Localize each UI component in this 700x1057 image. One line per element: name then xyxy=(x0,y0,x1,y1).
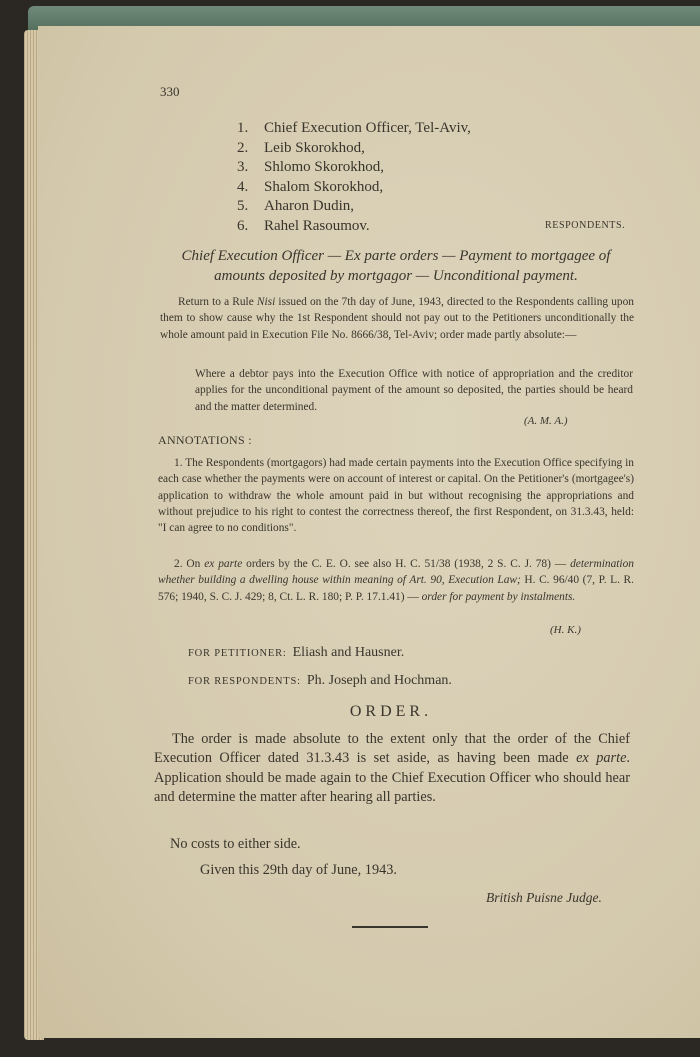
party-number: 4. xyxy=(237,178,249,195)
party-number: 6. xyxy=(237,217,249,234)
counsel-respondents-label: FOR RESPONDENTS: xyxy=(188,676,301,687)
party-number: 2. xyxy=(237,139,249,156)
ann2-d: determination whether building a dwelling house within meaning of Art. 90, Execution Law; xyxy=(158,558,634,587)
respondents-label: RESPONDENTS. xyxy=(545,220,626,231)
ann2-f: order for payment by instalments. xyxy=(421,590,576,603)
order-title: ORDER. xyxy=(349,703,433,720)
counsel-respondents xyxy=(188,673,452,689)
ann2-e: H. C. 96/40 (7, P. L. R. 576; 1940, S. C. J. 429; 8, Ct. L. R. 180; P. P. 17.1.41) — xyxy=(158,574,634,603)
judge-signature: British Puisne Judge. xyxy=(486,890,602,905)
ann2-a: 2. On xyxy=(174,558,205,570)
para1-text-b: issued on the 7th day of June, 1943, directed to the Respondents calling upon them to show cause why the 1st Respondent should not pay out to the Petitioners unconditionally the whole amount paid in Execution File No. 8666/38, Tel-Aviv; order made partly absolute:— xyxy=(160,296,634,341)
end-rule xyxy=(352,926,428,928)
party-name: Aharon Dudin, xyxy=(264,198,354,215)
order-text-a: The order is made absolute to the extent only that the order of the Chief Execution Officer dated 31.3.43 is set aside, as having been made xyxy=(154,731,630,767)
counsel-petitioner-label: FOR PETITIONER: xyxy=(188,648,287,659)
party-item xyxy=(237,119,637,139)
annotation-2 xyxy=(158,556,634,605)
party-name: Shlomo Skorokhod, xyxy=(264,159,385,176)
party-number: 1. xyxy=(237,120,249,136)
headnote: Chief Execution Officer — Ex parte orders — Payment to mortgagee of amounts deposited by mortgagor — Unconditional payment. xyxy=(181,248,611,284)
party-item xyxy=(237,197,637,217)
para1-text-a: Return to a Rule xyxy=(178,296,257,308)
counsel-petitioner xyxy=(188,645,404,661)
ann2-c: orders by the C. E. O. see also H. C. 51/38 (1938, 2 S. C. J. 78) — xyxy=(242,558,571,570)
party-item xyxy=(237,178,637,198)
parties-list xyxy=(237,119,637,237)
para1-nisi: Nisi xyxy=(256,296,276,308)
party-name: Leib Skorokhod, xyxy=(264,139,365,156)
party-number: 3. xyxy=(237,159,249,176)
costs-line: No costs to either side. xyxy=(170,836,301,852)
page-number: 330 xyxy=(160,84,180,99)
annotation-1: 1. The Respondents (mortgagors) had made certain payments into the Execution Office specifying in each case whether the payments were on account of interest or capital. On the Petitioner's (mortgagee's) application to withdraw the whole amount paid in but without recognising the appropriations and without prejudice to his right to contest the correctness thereof, the first Respondent, on 31.3.43, held: "I can agree to no conditions". xyxy=(158,457,634,535)
party-name: Rahel Rasoumov. xyxy=(264,217,370,234)
initials-ama: (A. M. A.) xyxy=(524,415,568,427)
ann2-b: ex parte xyxy=(204,558,243,570)
party-item xyxy=(237,158,637,178)
party-item xyxy=(237,139,637,159)
order-text xyxy=(154,730,630,807)
party-number: 5. xyxy=(237,198,249,215)
given-line: Given this 29th day of June, 1943. xyxy=(200,862,397,878)
initials-hk: (H. K.) xyxy=(550,624,581,636)
order-text-b: ex parte xyxy=(576,750,627,767)
annotations-heading: ANNOTATIONS : xyxy=(158,433,252,447)
rule-nisi-paragraph xyxy=(160,294,634,343)
held-paragraph: Where a debtor pays into the Execution Office with notice of appropriation and the creditor applies for the unconditional payment of the amount so deposited, the parties should be heard and the matter determined. xyxy=(195,368,633,413)
counsel-respondents-name: Ph. Joseph and Hochman. xyxy=(306,673,452,688)
counsel-petitioner-name: Eliash and Hausner. xyxy=(292,645,405,660)
party-name: Shalom Skorokhod, xyxy=(264,178,384,195)
party-name: Chief Execution Officer, Tel-Aviv, xyxy=(264,120,471,136)
order-text-c: . Application should be made again to the Chief Execution Officer who should hear and determine the matter after hearing all parties. xyxy=(154,750,630,805)
